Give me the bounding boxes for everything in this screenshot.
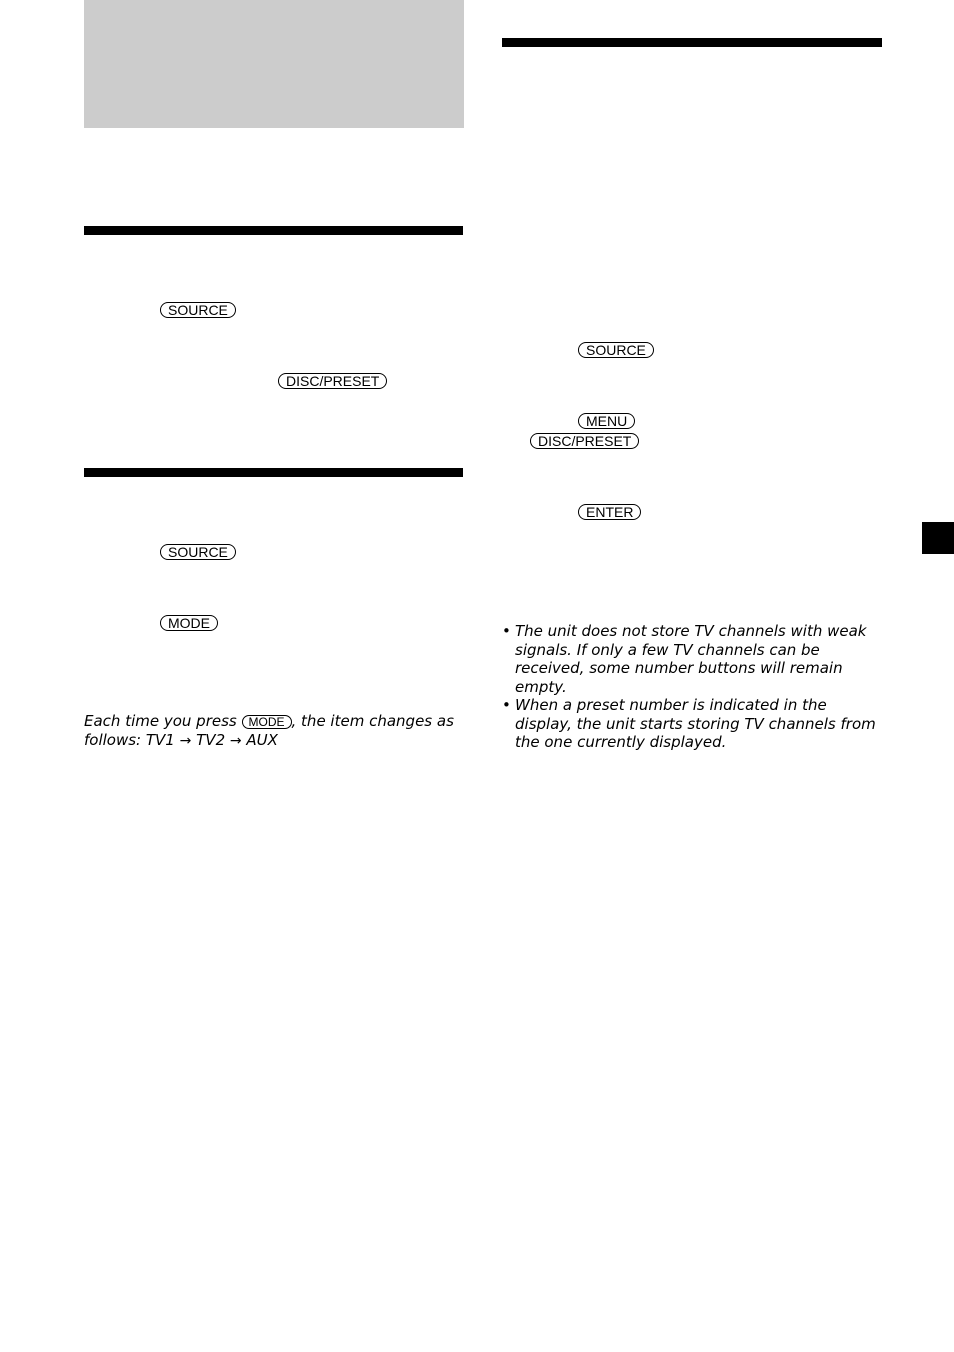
note-text: The unit does not store TV channels with weak signals. If only a few TV channels can be received, some number buttons will remain empty. [515, 622, 867, 696]
mode-paragraph-after: , the item changes as follows: TV1 [84, 712, 454, 749]
disc-preset-key-1: DISC/PRESET [278, 373, 387, 389]
section-rule-left-1 [84, 226, 463, 235]
enter-key: ENTER [578, 504, 641, 520]
section-header-box [84, 0, 464, 128]
source-key-2: SOURCE [160, 544, 236, 560]
section-rule-left-2 [84, 468, 463, 477]
mode-item-aux: AUX [246, 730, 278, 749]
notes-list [502, 622, 886, 752]
arrow-icon: → [229, 732, 242, 749]
note-item [502, 622, 886, 696]
note-item [502, 696, 886, 752]
disc-preset-key-2: DISC/PRESET [530, 433, 639, 449]
mode-key-inline: MODE [242, 715, 292, 729]
bullet-icon: • [502, 622, 511, 640]
mode-paragraph-before: Each time you press [84, 712, 237, 730]
bullet-icon: • [502, 696, 511, 714]
mode-key-1: MODE [160, 615, 218, 631]
mode-item-tv2: TV2 [196, 730, 226, 749]
note-text: When a preset number is indicated in the display, the unit starts storing TV channels from the one currently displayed. [515, 696, 876, 751]
mode-paragraph [84, 712, 464, 750]
menu-key: MENU [578, 413, 635, 429]
edge-index-tab [922, 522, 954, 554]
source-key-1: SOURCE [160, 302, 236, 318]
section-rule-right [502, 38, 882, 47]
arrow-icon: → [179, 732, 192, 749]
source-key-3: SOURCE [578, 342, 654, 358]
